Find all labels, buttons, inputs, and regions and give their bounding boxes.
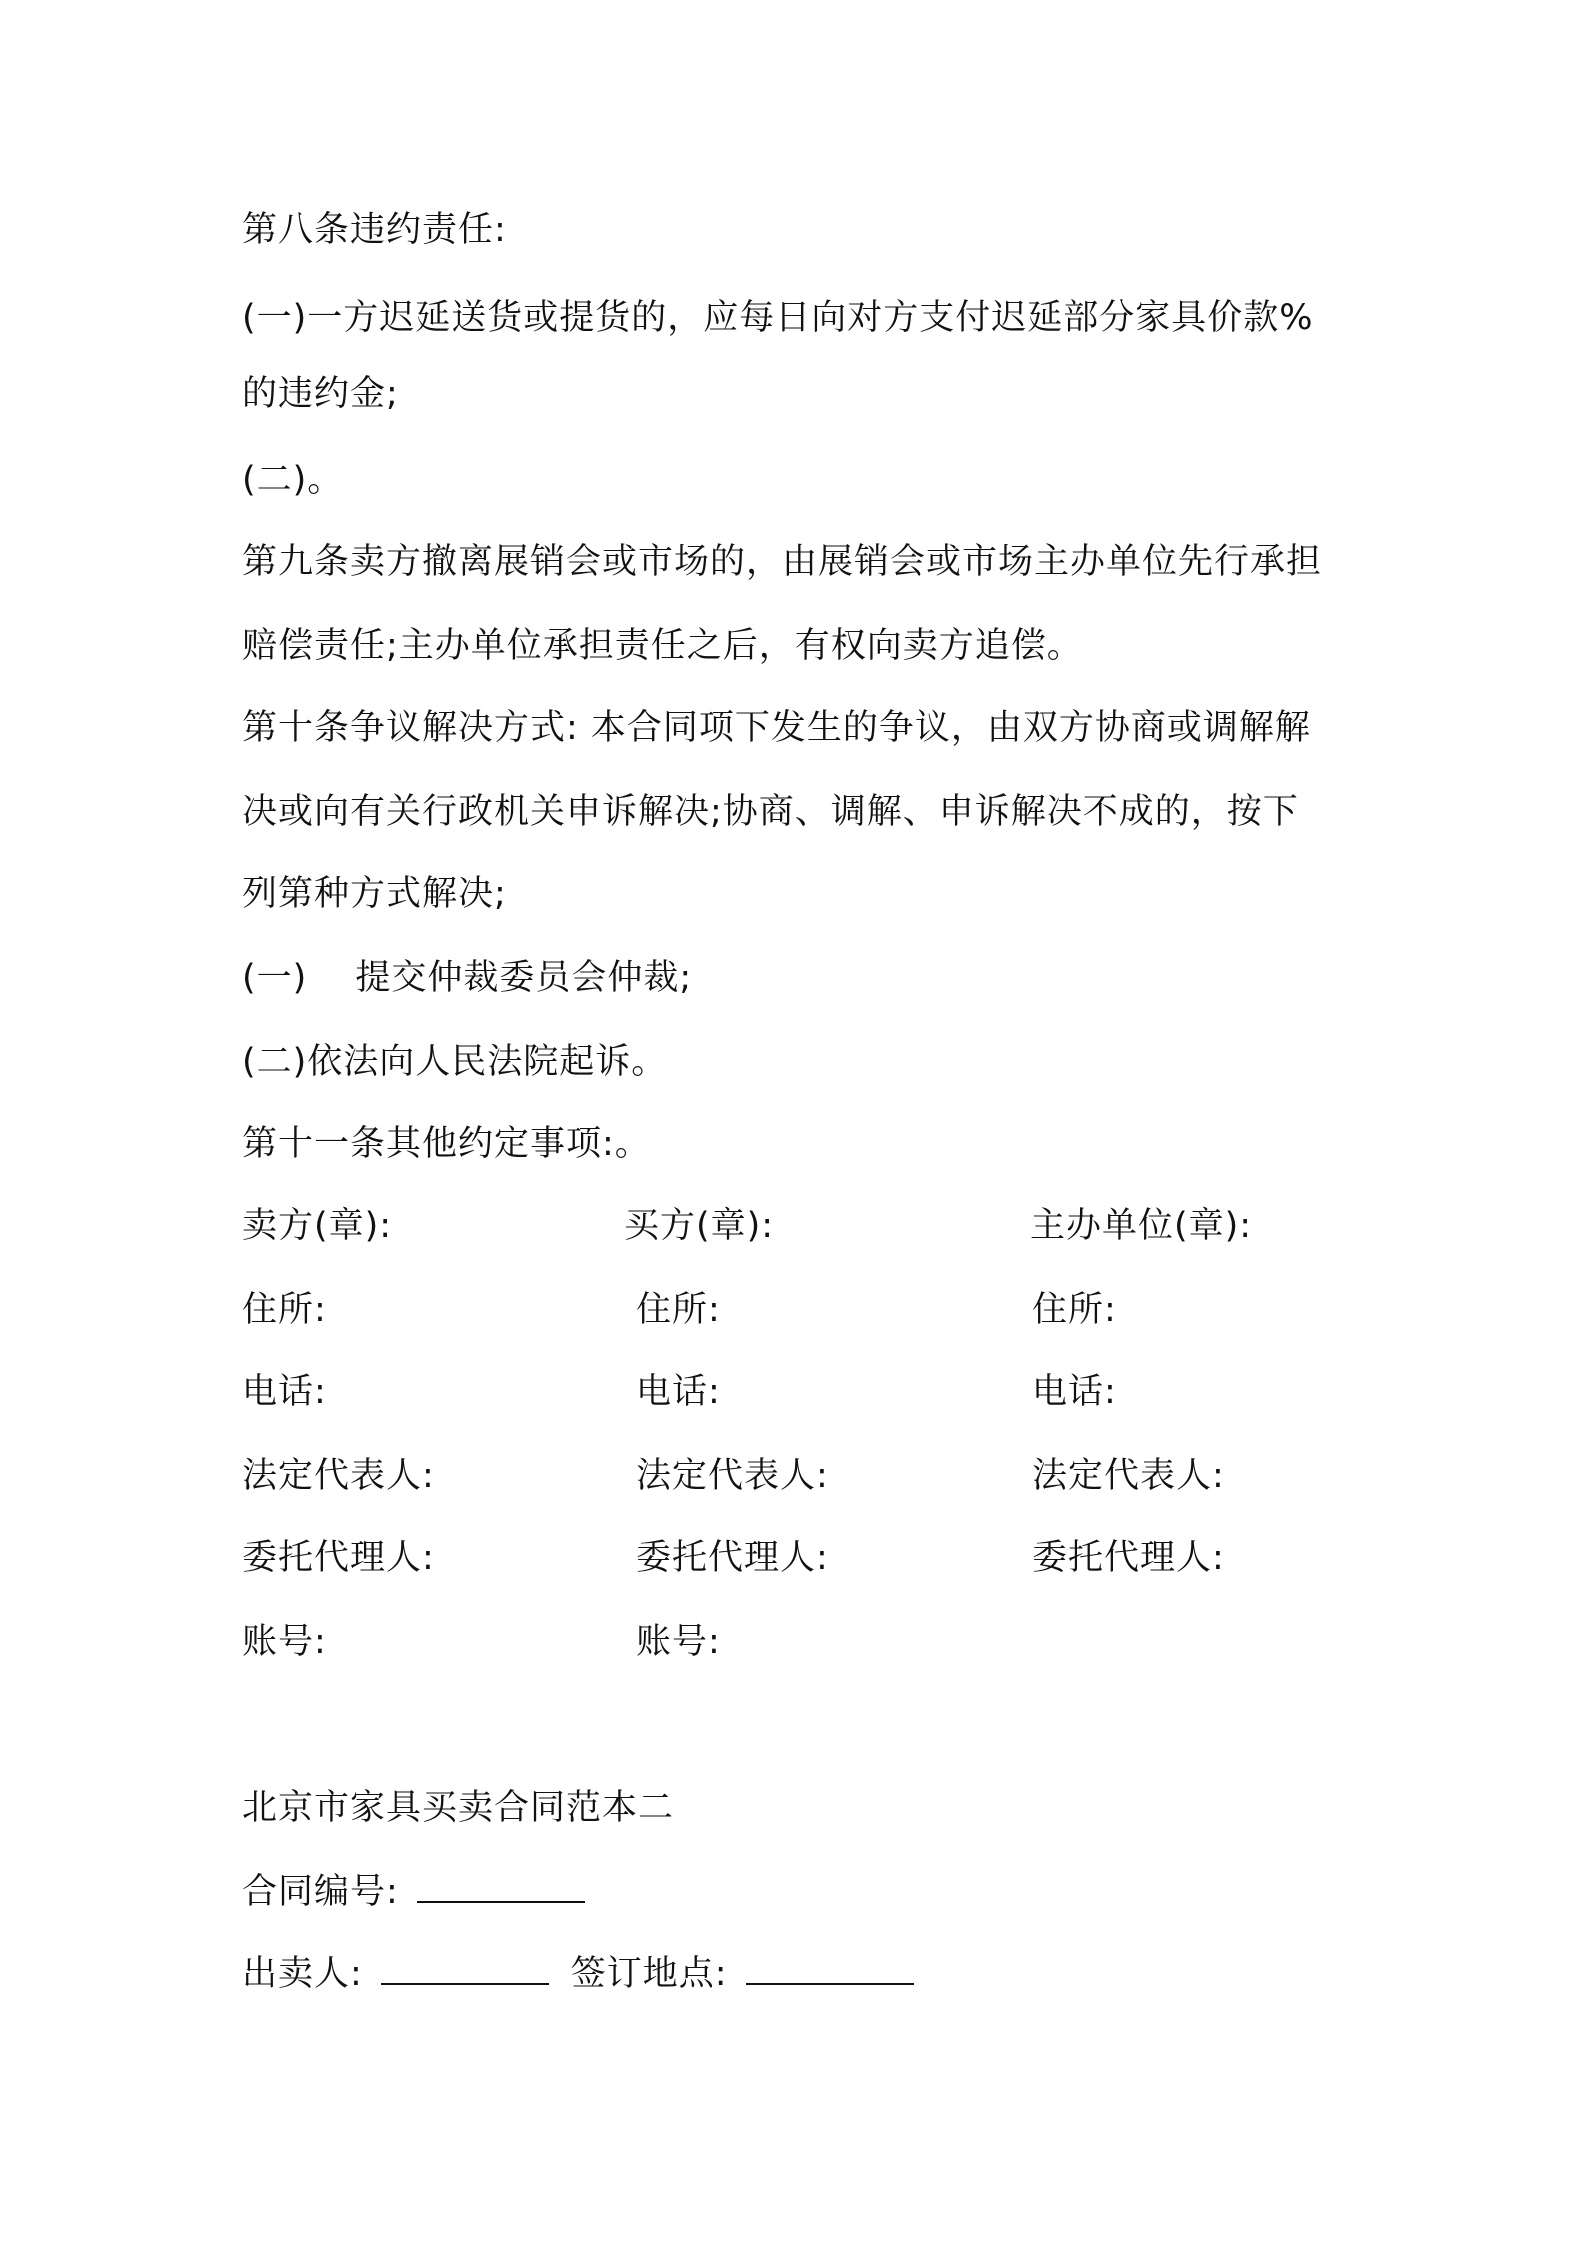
article-8-title: 第八条违约责任: — [242, 210, 507, 250]
seller-legal-rep-label: 法定代表人: — [242, 1456, 435, 1496]
article-10-option-1 — [242, 956, 692, 1000]
seller-address-label: 住所: — [242, 1290, 327, 1330]
organizer-agent-label: 委托代理人: — [1032, 1538, 1225, 1578]
contract-number-row — [242, 1870, 585, 1914]
article-10-line-2: 决或向有关行政机关申诉解决;协商、调解、申诉解决不成的，按下 — [242, 792, 1299, 832]
article-8-item-1-cont: 的违约金; — [242, 374, 399, 414]
seller-name-blank — [381, 1957, 549, 1985]
article-9-line-2: 赔偿责任;主办单位承担责任之后，有权向卖方追偿。 — [242, 626, 1083, 666]
organizer-seal-label: 主办单位(章): — [1030, 1206, 1253, 1246]
seller-phone-label: 电话: — [242, 1372, 327, 1412]
buyer-agent-label: 委托代理人: — [636, 1538, 829, 1578]
organizer-legal-rep-label: 法定代表人: — [1032, 1456, 1225, 1496]
article-11-title: 第十一条其他约定事项:。 — [242, 1124, 651, 1164]
seller-agent-label: 委托代理人: — [242, 1538, 435, 1578]
option-1-text: 提交仲裁委员会仲裁; — [355, 958, 693, 998]
buyer-legal-rep-label: 法定代表人: — [636, 1456, 829, 1496]
buyer-seal-label: 买方(章): — [624, 1206, 775, 1246]
contract-number-label: 合同编号: — [242, 1872, 399, 1912]
option-1-marker: (一) — [242, 958, 308, 998]
organizer-address-label: 住所: — [1032, 1290, 1117, 1330]
seller-seal-label: 卖方(章): — [242, 1206, 393, 1246]
contract-number-blank — [417, 1875, 585, 1903]
organizer-phone-label: 电话: — [1032, 1372, 1117, 1412]
article-10-line-3: 列第种方式解决; — [242, 874, 507, 914]
article-8-item-1: (一)一方迟延送货或提货的，应每日向对方支付迟延部分家具价款% — [242, 298, 1314, 338]
article-10-line-1: 第十条争议解决方式: 本合同项下发生的争议，由双方协商或调解解 — [242, 708, 1311, 748]
buyer-account-label: 账号: — [636, 1622, 721, 1662]
seller-place-row — [242, 1952, 914, 1996]
template-2-title: 北京市家具买卖合同范本二 — [242, 1788, 675, 1828]
buyer-address-label: 住所: — [636, 1290, 721, 1330]
seller-account-label: 账号: — [242, 1622, 327, 1662]
article-9-line-1: 第九条卖方撤离展销会或市场的，由展销会或市场主办单位先行承担 — [242, 542, 1323, 582]
signing-place-label: 签订地点: — [570, 1954, 728, 1994]
article-10-option-2: (二)依法向人民法院起诉。 — [242, 1042, 668, 1082]
signing-place-blank — [746, 1957, 914, 1985]
article-8-item-2: (二)。 — [242, 460, 344, 500]
buyer-phone-label: 电话: — [636, 1372, 721, 1412]
seller-name-label: 出卖人: — [242, 1954, 363, 1994]
